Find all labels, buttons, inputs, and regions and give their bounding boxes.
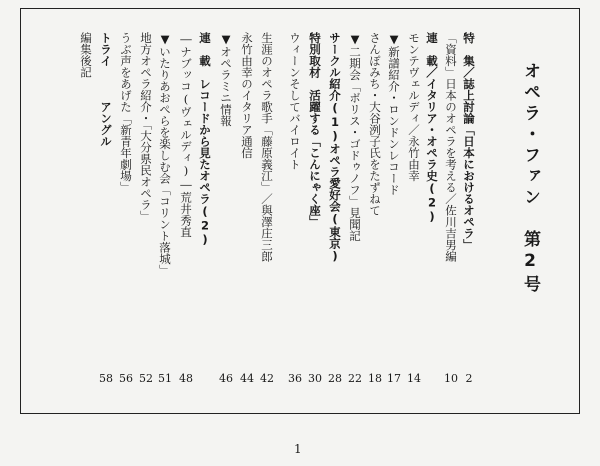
toc-entry-title: ▼二期会「ボリス・ゴドゥノフ」見聞記	[348, 32, 362, 242]
toc-entry	[197, 32, 213, 247]
toc-entry	[138, 32, 154, 222]
toc-entry	[178, 32, 194, 238]
toc-entry	[98, 32, 114, 147]
toc-entry	[307, 32, 323, 228]
toc-entry-title: 生涯のオペラ歌手「藤原義江」／與澤庄三郎	[260, 32, 274, 262]
toc-entry	[461, 32, 477, 251]
toc-entry-page: 22	[348, 372, 362, 385]
toc-entry-page: 18	[368, 372, 382, 385]
toc-entry	[287, 32, 303, 170]
toc-entry-title: 特別取材 活躍する「こんにゃく座」	[308, 32, 322, 228]
toc-entry-page: 36	[288, 372, 302, 385]
magazine-title: オペラ・ファン 第2号	[520, 62, 540, 296]
toc-entry-page: 56	[119, 372, 133, 385]
toc-entry-title: さんぽみち・大谷洌子氏をたずねて	[368, 32, 382, 216]
toc-entry-title: 連 載／イタリア・オペラ史(2)	[425, 32, 439, 224]
toc-entry	[239, 32, 255, 159]
page-number: 1	[294, 442, 302, 456]
toc-entry-title: 「資料」日本のオペラを考える／佐川吉男編	[444, 32, 458, 262]
toc-entry-page: 44	[240, 372, 254, 385]
toc-entry	[78, 32, 94, 78]
toc-entry-title: 地方オペラ紹介・「大分県民オペラ」	[139, 32, 153, 222]
toc-entry-title: 特 集／誌上討論「日本におけるオペラ」	[462, 32, 476, 251]
toc-entry	[424, 32, 440, 224]
toc-entry	[327, 32, 343, 263]
toc-entry-title: ▼いたりあおぺらを楽しむ会「コリント落城」	[158, 32, 172, 276]
toc-entry-title: ▼オペラミニ情報	[219, 32, 233, 127]
toc-entry-page: 48	[179, 372, 193, 385]
toc-entry-page: 46	[219, 372, 233, 385]
toc-entry-page: 28	[328, 372, 342, 385]
toc-entry-title: うぶ声をあげた「新青年劇場」	[119, 32, 133, 193]
toc-entry-title: ウィーンそしてバイロイト	[288, 32, 302, 170]
toc-entry-page: 2	[465, 372, 473, 385]
toc-entry-page: 51	[158, 372, 172, 385]
toc-entry-title: ―ナブッコ(ヴェルディ)―荒井秀直	[179, 32, 193, 238]
toc-entry-page: 14	[407, 372, 421, 385]
toc-entry-title: サークル紹介(1)オペラ愛好会(東京)	[328, 32, 342, 263]
toc-entry	[218, 32, 234, 127]
toc-entry-page: 58	[99, 372, 113, 385]
toc-entry	[386, 32, 402, 196]
toc-entry-page: 42	[260, 372, 274, 385]
toc-entry-title: 編集後記	[79, 32, 93, 78]
toc-entry-title: 連 載 レコードから見たオペラ(2)	[198, 32, 212, 247]
toc-entry	[347, 32, 363, 242]
toc-entry	[367, 32, 383, 216]
toc-entry-title: 永竹由幸のイタリア通信	[240, 32, 254, 159]
toc-entry-page: 17	[387, 372, 401, 385]
toc-entry-page: 10	[444, 372, 458, 385]
toc-entry	[443, 32, 459, 262]
toc-entry-page: 52	[139, 372, 153, 385]
toc-entry-title: モンテヴェルディ／永竹由幸	[407, 32, 421, 182]
toc-entry-title: ▼新譜紹介・ロンドンレコード	[387, 32, 401, 196]
toc-entry-page: 30	[308, 372, 322, 385]
toc-entry	[157, 32, 173, 276]
toc-entry-title: トライ アングル	[99, 32, 113, 147]
toc-entry	[259, 32, 275, 262]
toc-entry	[118, 32, 134, 193]
toc-entry	[406, 32, 422, 182]
